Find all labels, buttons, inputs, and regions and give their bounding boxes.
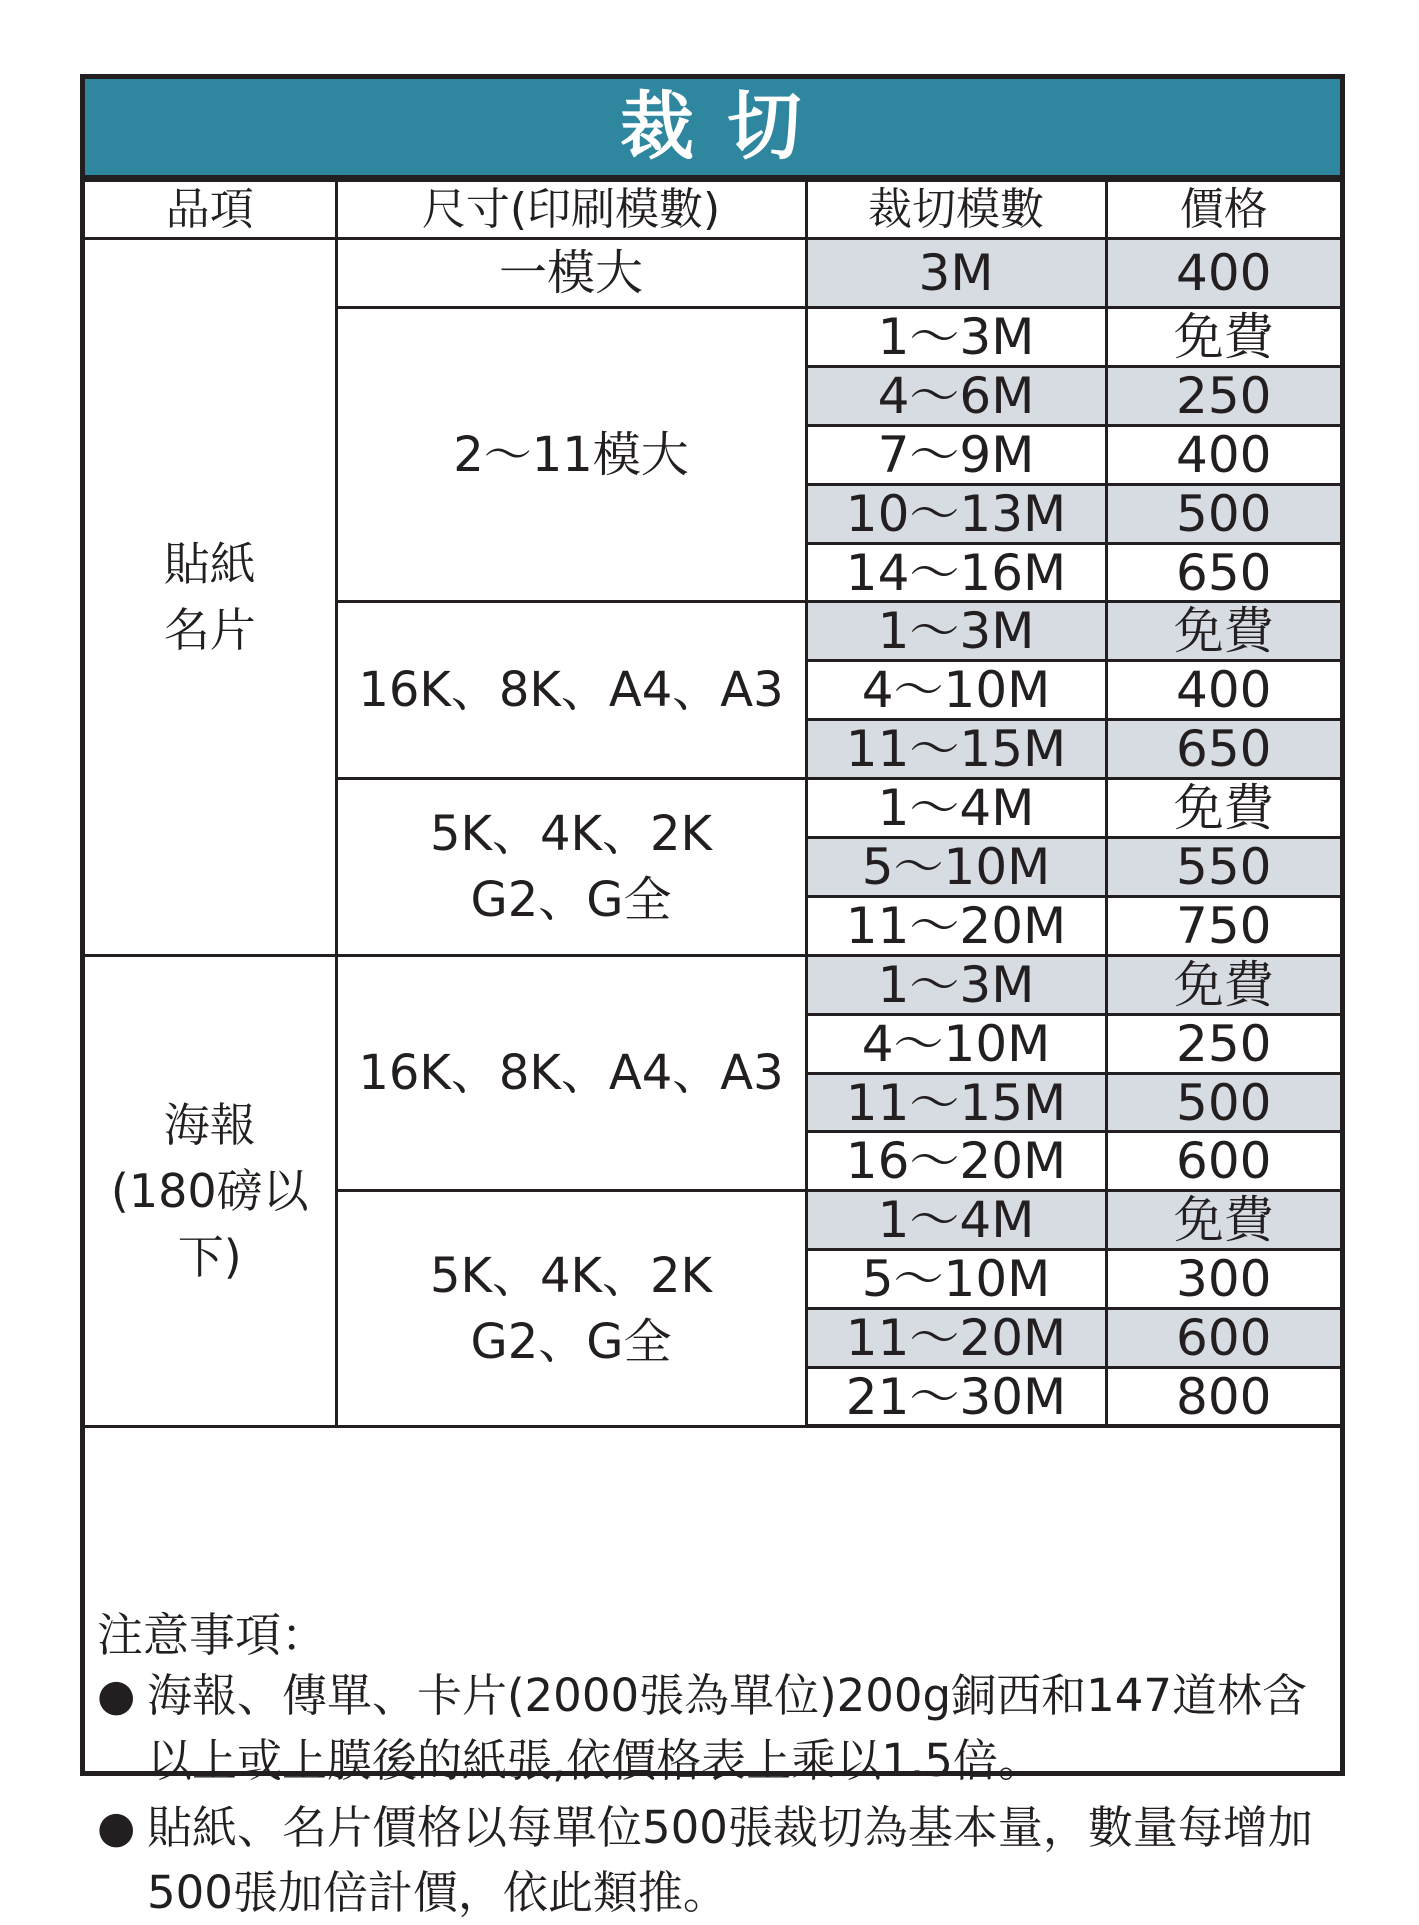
cut-count-cell: 1～3M: [806, 602, 1106, 661]
note-text: 貼紙、名片價格以每單位500張裁切為基本量，數量每增加500張加倍計價，依此類推。: [147, 1801, 1313, 1919]
page-title: 裁 切: [85, 79, 1340, 179]
notes-title: 注意事項：: [97, 1608, 327, 1662]
price-cell: 250: [1106, 1014, 1340, 1073]
cut-count-cell: 1～3M: [806, 308, 1106, 367]
cut-count-cell: 16～20M: [806, 1132, 1106, 1191]
cut-count-cell: 11～15M: [806, 1073, 1106, 1132]
header-item: 品項: [85, 181, 336, 239]
size-label: G2、G全: [470, 1313, 672, 1370]
header-price: 價格: [1106, 181, 1340, 239]
size-label: 一模大: [498, 245, 643, 301]
header-size: 尺寸(印刷模數): [336, 181, 806, 239]
price-cell: 750: [1106, 896, 1340, 955]
bullet-icon: ●: [97, 1802, 136, 1853]
category-cell: [85, 239, 336, 956]
cut-count-cell: 10～13M: [806, 484, 1106, 543]
price-sheet: [80, 74, 1345, 1919]
price-cell: 600: [1106, 1132, 1340, 1191]
size-label: 16K、8K、A4、A3: [358, 662, 784, 719]
category-label: 名片: [163, 602, 256, 657]
size-cell: [336, 1191, 806, 1427]
cut-count-cell: 4～10M: [806, 1014, 1106, 1073]
cut-count-cell: 3M: [806, 239, 1106, 308]
note-text: 海報、傳單、卡片(2000張為單位)200g銅西和147道林含以上或上膜後的紙張,依價格表上乘以1.5倍。: [147, 1669, 1307, 1787]
bullet-icon: ●: [97, 1670, 136, 1721]
cut-count-cell: 14～16M: [806, 543, 1106, 602]
price-cell: 免費: [1106, 955, 1340, 1014]
price-cell: 500: [1106, 1073, 1340, 1132]
cut-count-cell: 11～15M: [806, 720, 1106, 779]
price-cell: 免費: [1106, 602, 1340, 661]
cutting-price-table: [85, 179, 1340, 1428]
size-cell: [336, 955, 806, 1191]
cut-count-cell: 4～10M: [806, 661, 1106, 720]
size-cell: [336, 602, 806, 779]
cut-count-cell: 1～4M: [806, 779, 1106, 838]
size-label: 5K、4K、2K: [429, 1247, 713, 1304]
header-row: [85, 181, 1340, 239]
size-label: 16K、8K、A4、A3: [358, 1045, 784, 1102]
price-cell: 550: [1106, 838, 1340, 897]
size-label: G2、G全: [470, 871, 672, 928]
cut-count-cell: 1～3M: [806, 955, 1106, 1014]
category-label: 海報: [163, 1097, 256, 1152]
category-label: (180磅以: [110, 1163, 309, 1218]
size-cell: [336, 308, 806, 602]
cut-count-cell: 11～20M: [806, 896, 1106, 955]
price-cell: 免費: [1106, 779, 1340, 838]
size-cell: [336, 239, 806, 308]
price-cell: 400: [1106, 661, 1340, 720]
cut-count-cell: 7～9M: [806, 425, 1106, 484]
header-cut-count: 裁切模數: [806, 181, 1106, 239]
cut-count-cell: 4～6M: [806, 366, 1106, 425]
size-label: 5K、4K、2K: [429, 805, 713, 862]
cut-count-cell: 11～20M: [806, 1309, 1106, 1368]
price-cell: 免費: [1106, 1191, 1340, 1250]
size-label: 2～11模大: [453, 426, 689, 483]
table-row: [85, 955, 1340, 1014]
price-cell: 600: [1106, 1309, 1340, 1368]
cut-count-cell: 5～10M: [806, 1250, 1106, 1309]
cut-count-cell: 21～30M: [806, 1368, 1106, 1427]
category-label: 下): [177, 1229, 242, 1284]
price-cell: 免費: [1106, 308, 1340, 367]
price-cell: 500: [1106, 484, 1340, 543]
size-cell: [336, 779, 806, 956]
price-cell: 250: [1106, 366, 1340, 425]
cut-count-cell: 5～10M: [806, 838, 1106, 897]
price-cell: 650: [1106, 720, 1340, 779]
price-cell: 400: [1106, 239, 1340, 308]
price-cell: 650: [1106, 543, 1340, 602]
price-cell: 300: [1106, 1250, 1340, 1309]
category-cell: [85, 955, 336, 1426]
table-row: [85, 239, 1340, 308]
price-cell: 400: [1106, 425, 1340, 484]
cut-count-cell: 1～4M: [806, 1191, 1106, 1250]
category-label: 貼紙: [163, 536, 256, 591]
price-cell: 800: [1106, 1368, 1340, 1427]
